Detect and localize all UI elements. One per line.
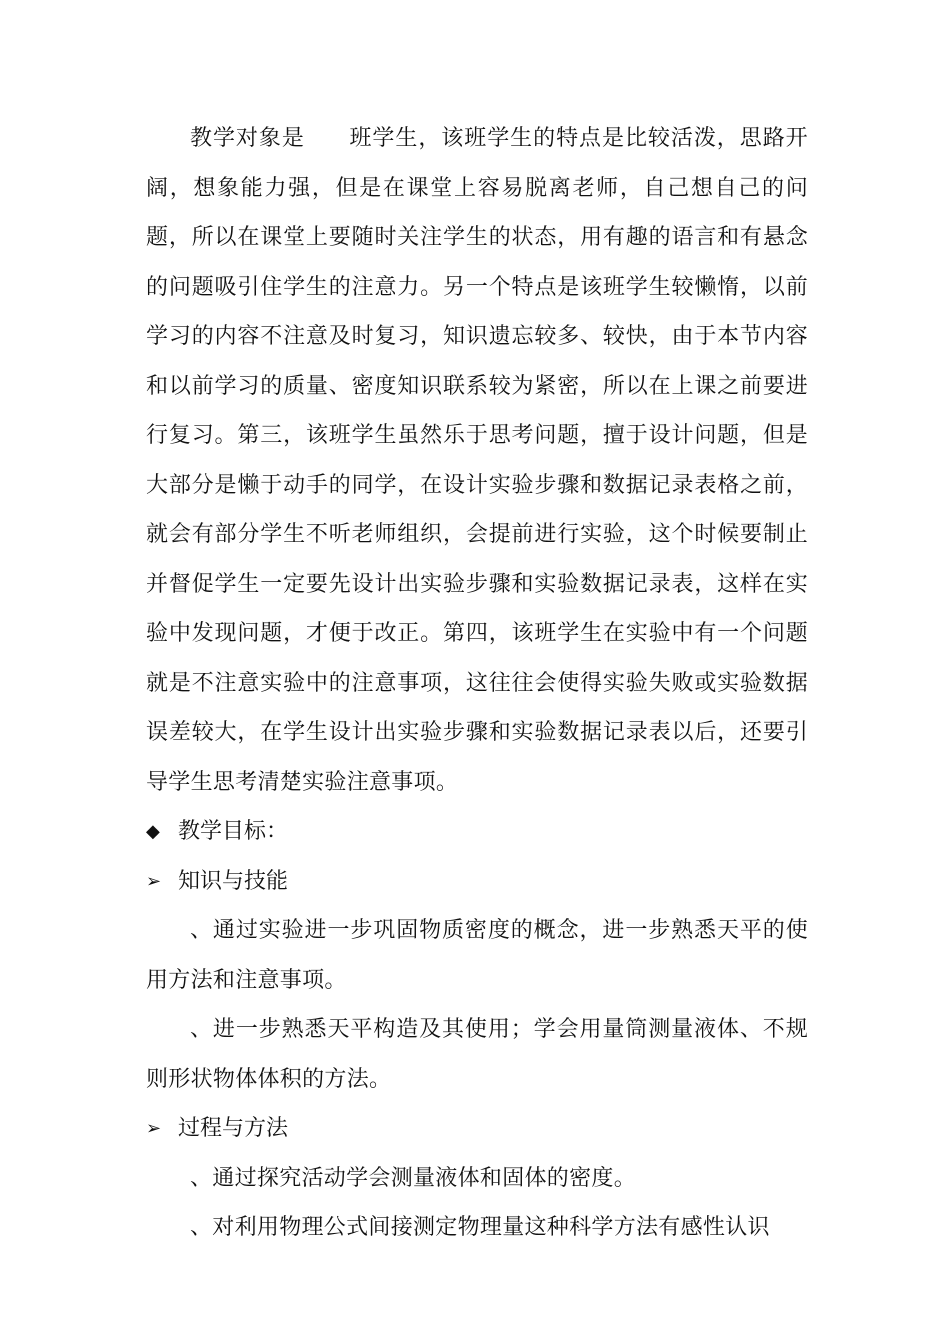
process-title: 过程与方法	[178, 1116, 289, 1141]
intro-text-start: 教学对象是	[190, 126, 305, 151]
process-item-2: 、对利用物理公式间接测定物理量这种科学方法有感性认识	[190, 1215, 770, 1240]
goals-heading	[146, 807, 808, 857]
intro-paragraph	[146, 114, 808, 807]
arrow-bullet-icon: ➢	[146, 1118, 162, 1139]
knowledge-title: 知识与技能	[178, 868, 289, 894]
document-content	[146, 114, 808, 1253]
process-heading	[146, 1104, 808, 1154]
knowledge-item-1: 、通过实验进一步巩固物质密度的概念，进一步熟悉天平的使用方法和注意事项。	[146, 918, 808, 993]
goals-title: 教学目标：	[178, 819, 289, 844]
diamond-bullet-icon: ◆	[146, 821, 160, 842]
knowledge-item-2: 、进一步熟悉天平构造及其使用；学会用量筒测量液体、不规则形状物体体积的方法。	[146, 1017, 808, 1092]
arrow-bullet-icon: ➢	[146, 870, 162, 892]
process-item-1: 、通过探究活动学会测量液体和固体的密度。	[190, 1165, 637, 1191]
knowledge-heading	[146, 857, 808, 907]
intro-text-rest: 班学生，该班学生的特点是比较活泼，思路开阔，想象能力强，但是在课堂上容易脱离老师，自己想自己的问题，所以在课堂上要随时关注学生的状态，用有趣的语言和有悬念的问题吸引住学生的注意力。另一个特点是该班学生较懒惰，以前学习的内容不注意及时复习，知识遗忘较多、较快，由于本节内容和以前学习的质量、密度知识联系较为紧密，所以在上课之前要进行复习。第三，该班学生虽然乐于思考问题，擅于设计问题，但是大部分是懒于动手的同学，在设计实验步骤和数据记录表格之前，就会有部分学生不听老师组织，会提前进行实验，这个时候要制止并督促学生一定要先设计出实验步骤和实验数据记录表，这样在实验中发现问题，才便于改正。第四，该班学生在实验中有一个问题就是不注意实验中的注意事项，这往往会使得实验失败或实验数据误差较大，在学生设计出实验步骤和实验数据记录表以后，还要引导学生思考清楚实验注意事项。	[146, 126, 808, 795]
